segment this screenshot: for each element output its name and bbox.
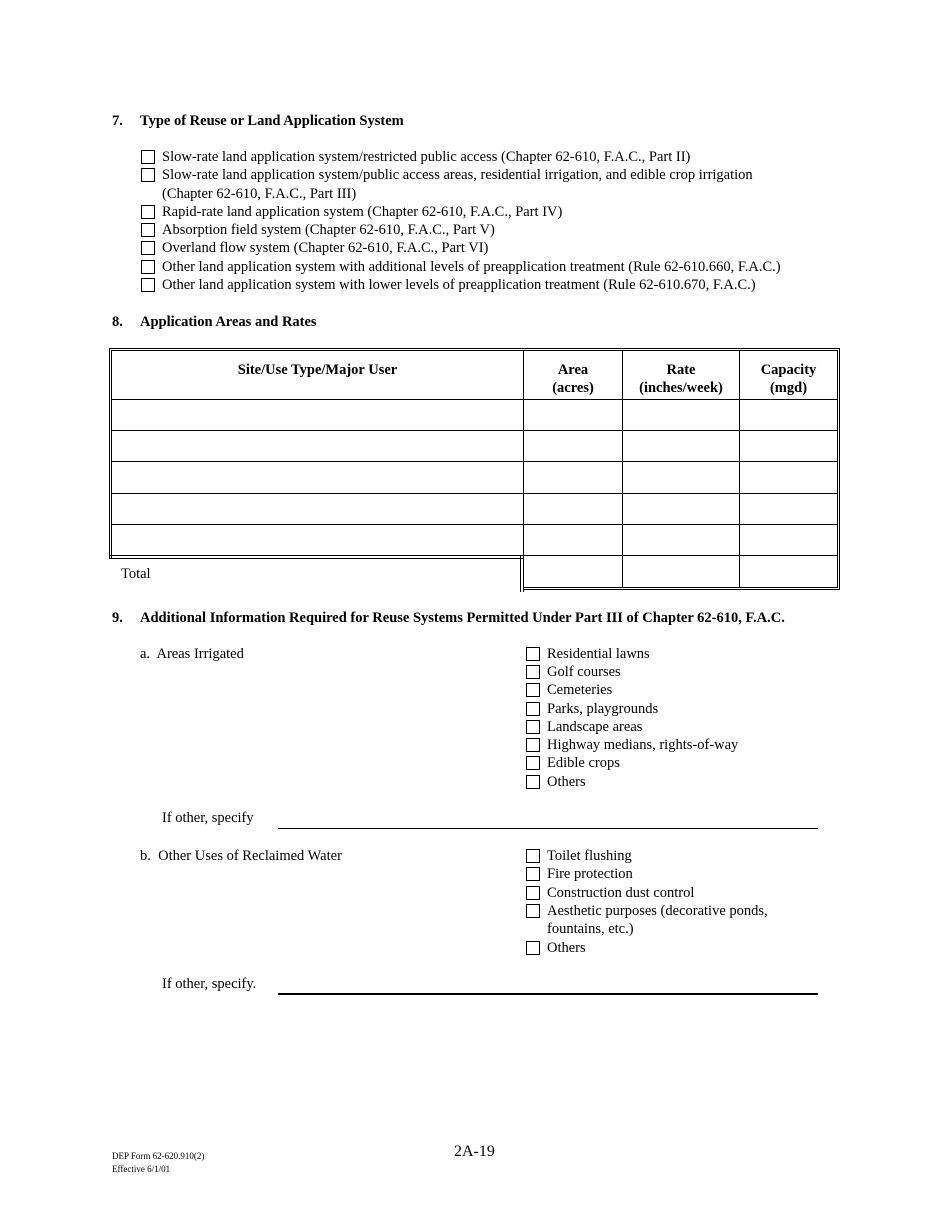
option-label: Rapid-rate land application system (Chapter 62-610, F.A.C., Part IV): [162, 204, 563, 220]
checkbox[interactable]: [526, 904, 540, 918]
section-9-number: 9.: [112, 610, 123, 626]
checkbox[interactable]: [526, 738, 540, 752]
uses-option-4-continuation: fountains, etc.): [547, 921, 634, 937]
table-border-fix-left: [520, 555, 524, 592]
option-label: Overland flow system (Chapter 62-610, F.A.C., Part VI): [162, 240, 489, 256]
uses-specify-input[interactable]: [278, 993, 818, 995]
checkbox[interactable]: [526, 775, 540, 789]
row-divider: [112, 493, 837, 494]
section-8-heading: [0, 314, 950, 332]
row-divider: [112, 399, 837, 400]
effective-date: Effective 6/1/01: [112, 1164, 171, 1174]
option-label: Construction dust control: [547, 885, 695, 901]
areas-irrigated-label: a. Areas Irrigated: [140, 646, 244, 662]
section-7-title: Type of Reuse or Land Application System: [140, 113, 404, 129]
checkbox[interactable]: [526, 683, 540, 697]
checkbox[interactable]: [141, 168, 155, 182]
section-8-title: Application Areas and Rates: [140, 314, 317, 330]
option-label: Residential lawns: [547, 646, 650, 662]
checkbox[interactable]: [141, 278, 155, 292]
checkbox[interactable]: [141, 260, 155, 274]
option-label: Slow-rate land application system/public access areas, residential irrigation, and edible crop irrigation: [162, 167, 753, 183]
section-9-heading: [0, 610, 950, 628]
option-label: Absorption field system (Chapter 62-610, F.A.C., Part V): [162, 222, 495, 238]
header-area: [524, 361, 622, 397]
checkbox[interactable]: [526, 756, 540, 770]
option-label: Others: [547, 774, 586, 790]
checkbox[interactable]: [526, 647, 540, 661]
option-label: Slow-rate land application system/restricted public access (Chapter 62-610, F.A.C., Part II): [162, 149, 691, 165]
option-label: Parks, playgrounds: [547, 701, 659, 717]
form-id: DEP Form 62-620.910(2): [112, 1151, 205, 1161]
option-label: Fire protection: [547, 866, 633, 882]
section-9-title: Additional Information Required for Reuse Systems Permitted Under Part III of Chapter 62-610, F.A.C.: [140, 610, 785, 626]
header-line: Rate: [666, 362, 696, 378]
total-row-gap: [109, 558, 523, 592]
checkbox[interactable]: [526, 665, 540, 679]
option-label: Toilet flushing: [547, 848, 632, 864]
option-label: Cemeteries: [547, 682, 613, 698]
option-label: Edible crops: [547, 755, 620, 771]
areas-specify-label: If other, specify: [162, 810, 254, 826]
section-7-number: 7.: [112, 113, 123, 129]
header-line: (acres): [552, 380, 594, 396]
header-rate: [623, 361, 739, 397]
section-7-heading: [0, 113, 950, 131]
option-label: Highway medians, rights-of-way: [547, 737, 739, 753]
reuse-option-2-continuation: (Chapter 62-610, F.A.C., Part III): [162, 186, 357, 202]
table-border-fix-top: [109, 555, 524, 559]
section-8-number: 8.: [112, 314, 123, 330]
areas-specify-input[interactable]: [278, 828, 818, 829]
option-label: Other land application system with additional levels of preapplication treatment (Rule 62-610.660, F.A.C.): [162, 259, 781, 275]
option-label: Aesthetic purposes (decorative ponds,: [547, 903, 768, 919]
row-divider: [112, 524, 837, 525]
total-label: Total: [121, 566, 151, 582]
header-line: (mgd): [769, 380, 808, 396]
checkbox[interactable]: [141, 205, 155, 219]
header-line: (inches/week): [639, 380, 723, 396]
header-line: Area: [557, 362, 589, 378]
row-divider: [112, 461, 837, 462]
header-capacity: [740, 361, 837, 397]
row-divider: [112, 430, 837, 431]
header-line: Capacity: [760, 362, 817, 378]
application-areas-table: [109, 348, 840, 590]
option-label: Other land application system with lower levels of preapplication treatment (Rule 62-610.670, F.A.C.): [162, 277, 756, 293]
option-label: Others: [547, 940, 586, 956]
other-uses-label: b. Other Uses of Reclaimed Water: [140, 848, 342, 864]
option-label: Golf courses: [547, 664, 621, 680]
header-line: Site/Use Type/Major User: [237, 362, 398, 378]
page-number: 2A-19: [454, 1143, 495, 1160]
checkbox[interactable]: [526, 720, 540, 734]
option-label: Landscape areas: [547, 719, 643, 735]
checkbox[interactable]: [141, 223, 155, 237]
checkbox[interactable]: [526, 941, 540, 955]
checkbox[interactable]: [526, 886, 540, 900]
checkbox[interactable]: [526, 867, 540, 881]
checkbox[interactable]: [526, 849, 540, 863]
header-site-use: [112, 361, 523, 379]
checkbox[interactable]: [141, 150, 155, 164]
checkbox[interactable]: [141, 241, 155, 255]
checkbox[interactable]: [526, 702, 540, 716]
uses-specify-label: If other, specify.: [162, 976, 257, 992]
